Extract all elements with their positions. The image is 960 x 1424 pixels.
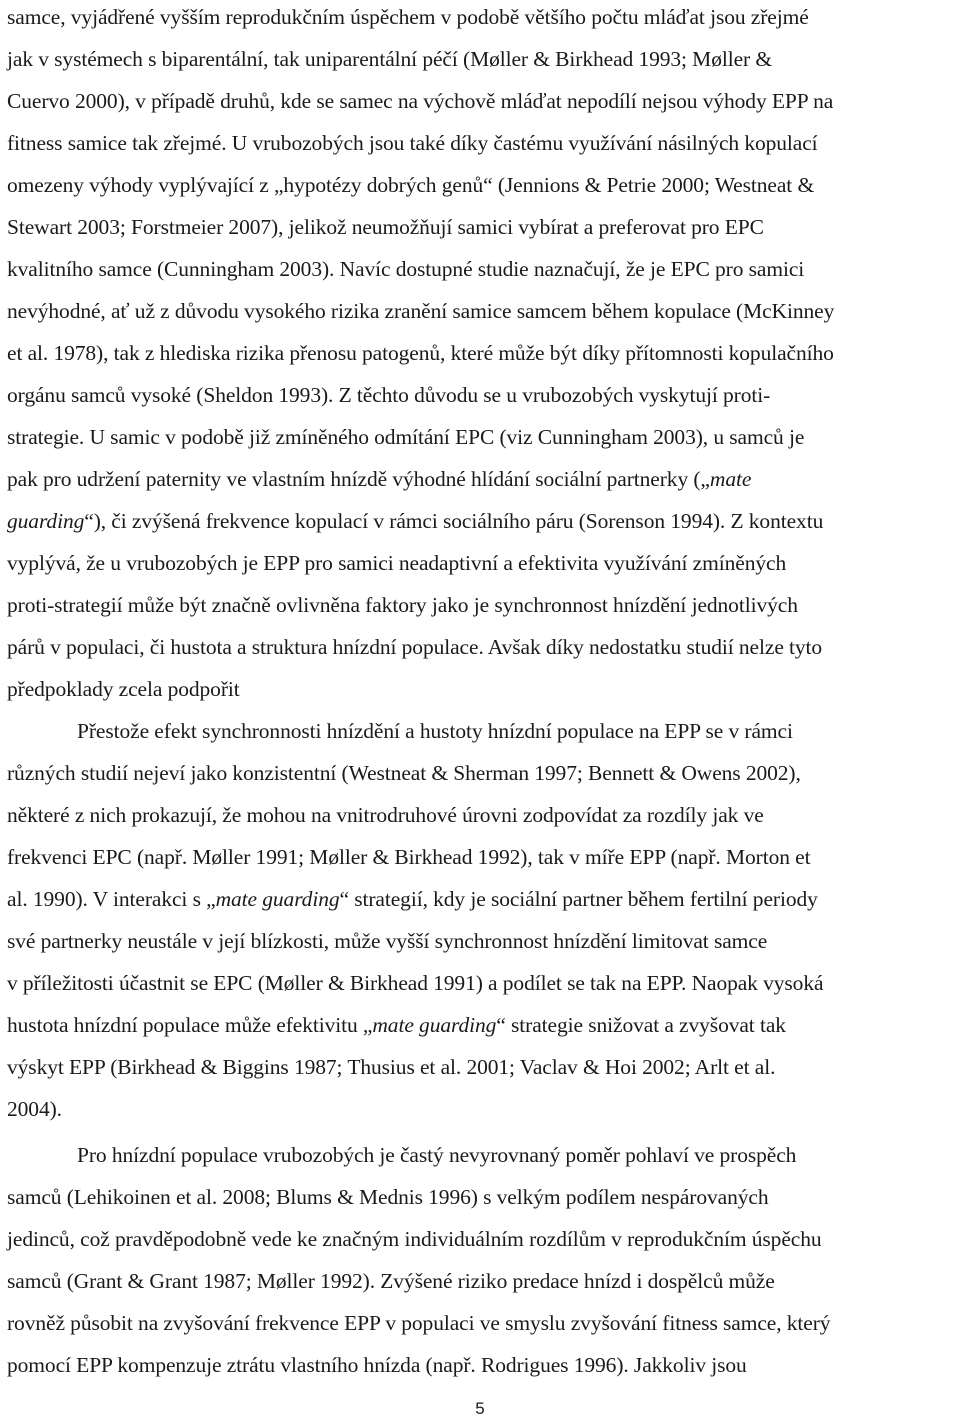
text-line: vyplývá, že u vrubozobých je EPP pro samici neadaptivní a efektivita využívání zmíněných: [7, 551, 787, 575]
text-line: párů v populaci, či hustota a struktura hnízdní populace. Avšak díky nedostatku studií nelze tyto: [7, 635, 823, 659]
text-line: rovněž působit na zvyšování frekvence EPP v populaci ve smyslu zvyšování fitness samce, který: [7, 1311, 831, 1335]
text-line: své partnerky neustále v její blízkosti, může vyšší synchronnost hnízdění limitovat samce: [7, 929, 768, 953]
italic-term: mate guarding: [215, 887, 340, 911]
page-number: 5: [475, 1399, 485, 1418]
text-line: kvalitního samce (Cunningham 2003). Navíc dostupné studie naznačují, že je EPC pro samici: [7, 257, 805, 281]
text-line: al. 1990). V interakci s „mate guarding“ strategií, kdy je sociální partner během fertilní periody: [7, 887, 818, 911]
text-line: frekvenci EPC (např. Møller 1991; Møller & Birkhead 1992), tak v míře EPP (např. Morton et: [7, 845, 811, 869]
text-line: pak pro udržení paternity ve vlastním hnízdě výhodné hlídání sociální partnerky („mate: [7, 467, 752, 491]
text-line: výskyt EPP (Birkhead & Biggins 1987; Thusius et al. 2001; Vaclav & Hoi 2002; Arlt et al.: [7, 1055, 776, 1079]
text-line: Stewart 2003; Forstmeier 2007), jelikož neumožňují samici vybírat a preferovat pro EPC: [7, 215, 764, 239]
text-line: Cuervo 2000), v případě druhů, kde se samec na výchově mláďat nepodílí nejsou výhody EPP na: [7, 89, 834, 113]
text-line: pomocí EPP kompenzuje ztrátu vlastního hnízda (např. Rodrigues 1996). Jakkoliv jsou: [7, 1353, 747, 1377]
text-line: jak v systémech s biparentální, tak uniparentální péčí (Møller & Birkhead 1993; Møller &: [7, 47, 773, 71]
text-line: et al. 1978), tak z hlediska rizika přenosu patogenů, které může být díky přítomnosti kopulačního: [7, 341, 834, 365]
text-line: nevýhodné, ať už z důvodu vysokého rizika zranění samice samcem během kopulace (McKinney: [7, 299, 835, 323]
italic-term: mate: [709, 467, 752, 491]
italic-term: guarding: [7, 509, 85, 533]
italic-term: mate guarding: [372, 1013, 497, 1037]
text-line: v příležitosti účastnit se EPC (Møller & Birkhead 1991) a podílet se tak na EPP. Naopak vysoká: [7, 971, 824, 995]
text-line: strategie. U samic v podobě již zmíněného odmítání EPC (viz Cunningham 2003), u samců je: [7, 425, 805, 449]
text-line: samců (Lehikoinen et al. 2008; Blums & Mednis 1996) s velkým podílem nespárovaných: [7, 1185, 769, 1209]
text-line: omezeny výhody vyplývající z „hypotézy dobrých genů“ (Jennions & Petrie 2000; Westneat &: [7, 173, 815, 197]
text-line: samců (Grant & Grant 1987; Møller 1992). Zvýšené riziko predace hnízd i dospělců může: [7, 1269, 775, 1293]
text-line: orgánu samců vysoké (Sheldon 1993). Z těchto důvodu se u vrubozobých vyskytují proti-: [7, 383, 771, 407]
text-line: proti-strategií může být značně ovlivněna faktory jako je synchronnost hnízdění jednotlivých: [7, 593, 798, 617]
text-line: Pro hnízdní populace vrubozobých je častý nevyrovnaný poměr pohlaví ve prospěch: [77, 1143, 797, 1167]
text-line: hustota hnízdní populace může efektivitu „mate guarding“ strategie snižovat a zvyšovat tak: [7, 1013, 786, 1037]
text-line: fitness samice tak zřejmé. U vrubozobých jsou také díky častému využívání násilných kopulací: [7, 131, 818, 155]
text-line: některé z nich prokazují, že mohou na vnitrodruhové úrovni zodpovídat za rozdíly jak ve: [7, 803, 764, 827]
text-line: předpoklady zcela podpořit: [7, 677, 240, 701]
text-line: samce, vyjádřené vyšším reprodukčním úspěchem v podobě většího počtu mláďat jsou zřejmé: [7, 5, 809, 29]
text-line: guarding“), či zvýšená frekvence kopulací v rámci sociálního páru (Sorenson 1994). Z kontextu: [7, 509, 824, 533]
text-line: jedinců, což pravděpodobně vede ke značným individuálním rozdílům v reprodukčním úspěchu: [7, 1227, 822, 1251]
text-line: Přestože efekt synchronnosti hnízdění a hustoty hnízdní populace na EPP se v rámci: [77, 719, 793, 743]
text-line: různých studií nejeví jako konzistentní (Westneat & Sherman 1997; Bennett & Owens 2002),: [7, 761, 801, 785]
text-line: 2004).: [7, 1097, 62, 1121]
